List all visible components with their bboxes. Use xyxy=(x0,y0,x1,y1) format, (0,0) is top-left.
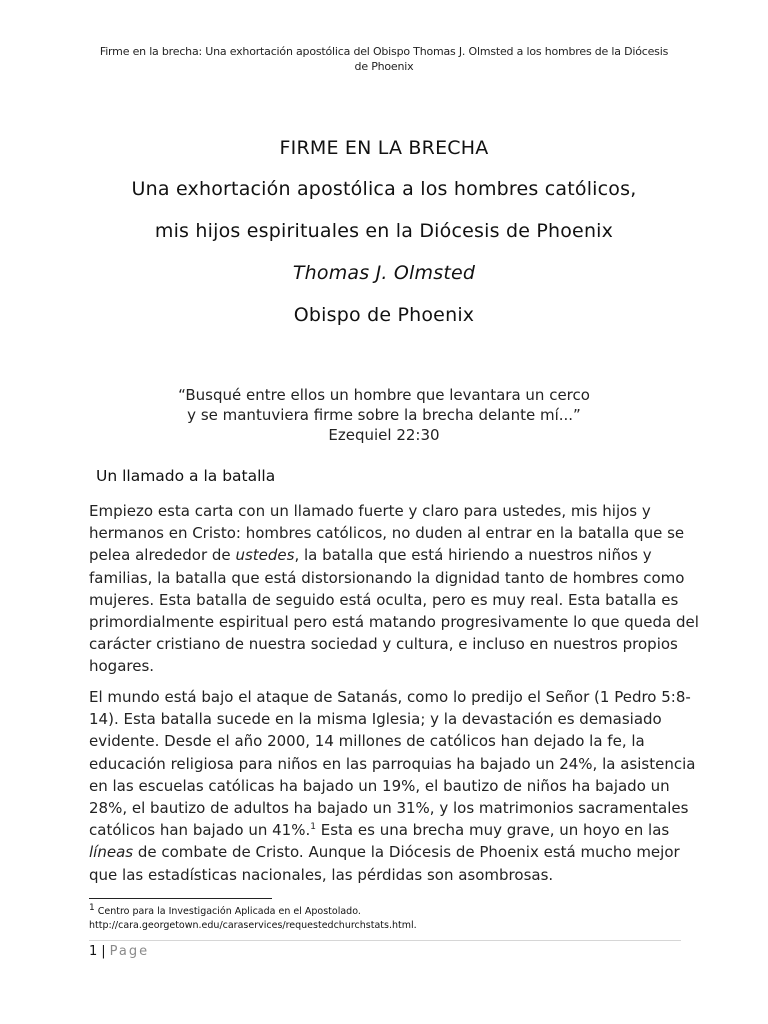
paragraph-line: El mundo está bajo el ataque de Satanás, como lo predijo el Señor (1 Pedro 5:8- xyxy=(89,688,691,706)
paragraph-line: 28%, el bautizo de adultos ha bajado un 31%, y los matrimonios sacramentales xyxy=(89,799,689,818)
paragraph-line xyxy=(89,819,694,841)
subtitle-line-1: Una exhortación apostólica a los hombres católicos, xyxy=(131,178,637,200)
footnote-reference[interactable]: 1 xyxy=(310,822,316,833)
footnote xyxy=(89,902,417,933)
paragraph-line xyxy=(89,544,694,566)
page-label: Page xyxy=(109,944,150,959)
paragraph-line: Empiezo esta carta con un llamado fuerte y claro para ustedes, mis hijos y xyxy=(89,502,651,520)
running-header-line-2: de Phoenix xyxy=(354,60,414,73)
paragraph-line: evidente. Desde el año 2000, 14 millones de católicos han dejado la fe, la xyxy=(89,732,645,751)
text-run: , la batalla que está hiriendo a nuestros niños y xyxy=(294,546,652,565)
running-header xyxy=(80,44,688,74)
epigraph-citation: Ezequiel 22:30 xyxy=(328,426,440,444)
paragraph-line: mujeres. Esta batalla de seguido está oculta, pero es muy real. Esta batalla es xyxy=(89,590,679,609)
paragraph-line: que las estadísticas nacionales, las pérdidas son asombrosas. xyxy=(89,865,554,884)
footer-separator: | xyxy=(101,944,106,959)
page-footer xyxy=(89,943,149,961)
epigraph-line-1: “Busqué entre ellos un hombre que levantara un cerco xyxy=(178,386,590,404)
emphasis-text: líneas xyxy=(89,843,134,862)
footnote-marker: 1 xyxy=(89,902,95,913)
paragraph-line: en las escuelas católicas ha bajado un 19%, el bautizo de niños ha bajado un xyxy=(89,776,670,795)
paragraph-line: primordialmente espiritual pero está matando progresivamente lo que queda del xyxy=(89,613,699,632)
paragraph-1 xyxy=(89,500,699,678)
text-run: pelea alrededor de xyxy=(89,546,236,565)
main-title: FIRME EN LA BRECHA xyxy=(279,137,489,159)
paragraph-line: hermanos en Cristo: hombres católicos, no duden al entrar en la batalla que se xyxy=(89,524,685,543)
text-run: de combate de Cristo. Aunque la Diócesis de Phoenix está mucho mejor xyxy=(133,843,680,862)
paragraph-line: educación religiosa para niños en las parroquias ha bajado un 24%, la asistencia xyxy=(89,754,696,773)
author-name: Thomas J. Olmsted xyxy=(292,262,476,284)
title-block xyxy=(60,133,708,330)
epigraph xyxy=(60,385,708,445)
footnote-url[interactable]: http://cara.georgetown.edu/caraservices/requestedchurchstats.html. xyxy=(89,920,417,931)
footer-divider xyxy=(89,940,681,941)
paragraph-line xyxy=(89,841,694,863)
footnote-line-1 xyxy=(89,902,417,919)
paragraph-2 xyxy=(89,686,694,886)
paragraph-line: 14). Esta batalla sucede en la misma Iglesia; y la devastación es demasiado xyxy=(89,710,662,729)
page-number: 1 xyxy=(89,944,98,959)
epigraph-line-2: y se mantuviera firme sobre la brecha delante mí...” xyxy=(187,406,581,424)
emphasis-text: ustedes xyxy=(235,546,295,565)
author-role: Obispo de Phoenix xyxy=(293,304,475,326)
text-run: católicos han bajado un 41%. xyxy=(89,821,311,840)
paragraph-line: familias, la batalla que está distorsionando la dignidad tanto de hombres como xyxy=(89,568,685,587)
section-heading: Un llamado a la batalla xyxy=(96,467,276,485)
footnote-divider xyxy=(89,898,272,899)
paragraph-line: carácter cristiano de nuestra sociedad y cultura, e incluso en nuestros propios xyxy=(89,635,678,654)
running-header-line-1: Firme en la brecha: Una exhortación apostólica del Obispo Thomas J. Olmsted a los hombres de la Diócesis xyxy=(99,45,669,58)
paragraph-line: hogares. xyxy=(89,657,155,676)
text-run: Esta es una brecha muy grave, un hoyo en las xyxy=(315,821,670,840)
subtitle-line-2: mis hijos espirituales en la Diócesis de Phoenix xyxy=(154,220,614,242)
footnote-text: Centro para la Investigación Aplicada en el Apostolado. xyxy=(94,906,361,917)
